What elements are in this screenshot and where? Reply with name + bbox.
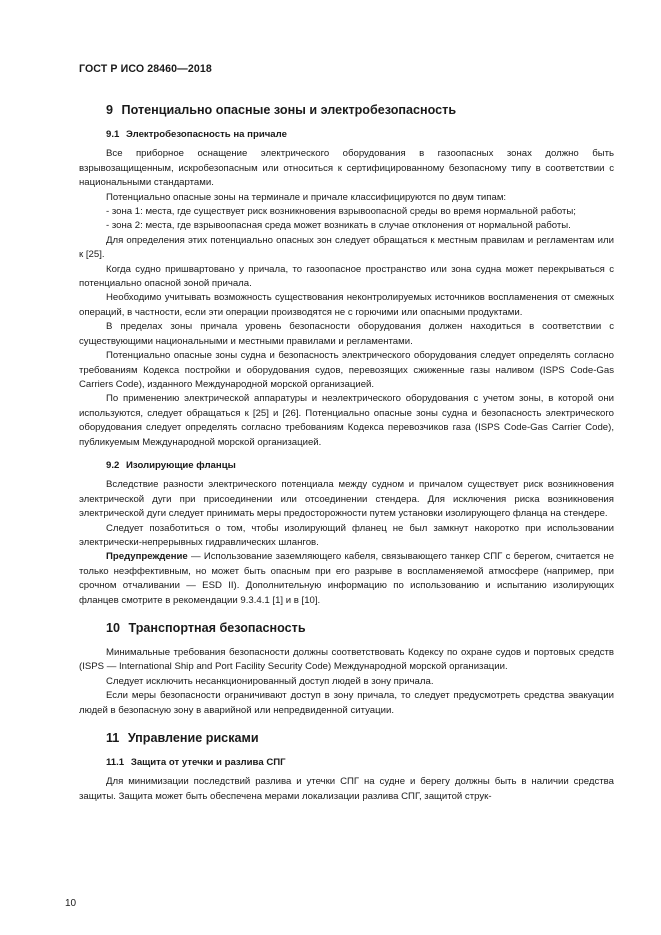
paragraph: Все приборное оснащение электрического оборудования в газоопасных зонах должно быть взрывозащищенным, искробезопасным или относиться к сертифицированному безопасному типу в соответствии с национальными стандартами. — [79, 148, 614, 189]
section-title: Транспортная безопасность — [128, 621, 306, 635]
section-number: 10 — [106, 621, 121, 635]
warning-label: Предупреждение — [106, 551, 188, 563]
paragraph: Для минимизации последствий разлива и утечки СПГ на судне и берегу должны быть в наличии средства защиты. Защита может быть обеспечена мерами локализации разлива СПГ, защитой струк- — [79, 776, 614, 802]
paragraph: В пределах зоны причала уровень безопасности оборудования должен находиться в соответствии с существующими национальными и местными правилами и регламентами. — [79, 321, 614, 347]
paragraph: Минимальные требования безопасности должны соответствовать Кодексу по охране судов и портовых средств (ISPS — International Ship and Port Facility Security Code) Международной морской организации. — [79, 647, 614, 673]
paragraph: Вследствие разности электрического потенциала между судном и причалом существует риск возникновения электрической дуги при присоединении или отсоединении стендера. Для исключения риска возникновения электрической дуги следует принимать меры предосторожности путем установки изолирующего фланца на стендере. — [79, 479, 614, 520]
section-number: 11 — [106, 731, 120, 746]
subsection-number: 9.1 — [106, 129, 120, 140]
warning-paragraph — [79, 550, 614, 608]
paragraph: Когда судно пришвартовано у причала, то газоопасное пространство или зона судна может перекрываться с потенциально опасной зоной причала. — [79, 263, 614, 290]
section-title: Управление рисками — [127, 731, 259, 746]
list-item: - зона 1: места, где существует риск возникновения взрывоопасной среды во время нормальной работы; — [106, 206, 576, 218]
subsection-number: 11.1 — [106, 757, 125, 769]
section-number: 9 — [106, 103, 114, 117]
subsection-title: Электробезопасность на причале — [126, 129, 287, 140]
document-body — [79, 90, 614, 804]
section-title: Потенциально опасные зоны и электробезопасность — [121, 103, 457, 117]
paragraph: Необходимо учитывать возможность существования неконтролируемых источников воспламенения от смежных операций, в частности, если эти операции производятся не с горючими или опасными продуктами. — [79, 292, 614, 318]
page-number: 10 — [65, 898, 77, 909]
paragraph: Потенциально опасные зоны на терминале и причале классифицируются по двум типам: — [106, 191, 507, 203]
warning-text: — Использование заземляющего кабеля, связывающего танкер СПГ с берегом, считается не только неэффективным, но может быть опасным при его разрыве в воспламеняемой атмосфере (например, при срочном отчаливании — ESD II). Дополнительную информацию по использованию и испытанию изолирующих фланцев смотрите в рекомендации 9.3.4.1 [1] и в [10]. — [79, 551, 614, 606]
document-header: ГОСТ Р ИСО 28460—2018 — [79, 63, 212, 75]
subsection-title: Защита от утечки и разлива СПГ — [130, 757, 286, 769]
section-9-heading — [79, 102, 614, 118]
subsection-9-2-heading — [79, 459, 614, 473]
subsection-11-1-heading — [79, 756, 614, 770]
paragraph: Если меры безопасности ограничивают доступ в зону причала, то следует предусмотреть средства эвакуации людей в безопасную зону в аварийной или непредвиденной ситуации. — [79, 690, 614, 716]
paragraph: Следует позаботиться о том, чтобы изолирующий фланец не был замкнут накоротко при использовании электрически-непрерывных гидравлических шлангов. — [79, 522, 614, 548]
paragraph: Следует исключить несанкционированный доступ людей в зону причала. — [106, 675, 434, 687]
subsection-title: Изолирующие фланцы — [126, 459, 236, 471]
paragraph: Для определения этих потенциально опасных зон следует обращаться к местным правилам и регламентам или к [25]. — [79, 234, 614, 261]
subsection-number: 9.2 — [106, 459, 120, 471]
paragraph: Потенциально опасные зоны судна и безопасность электрического оборудования следует определять согласно требованиям Кодекса постройки и оборудования судов, перевозящих сжиженные газы наливом (ISPS Code-Gas Carriers Code), изданного Международной морской организацией. — [79, 350, 614, 390]
subsection-9-1-heading — [79, 128, 614, 142]
section-10-heading — [79, 620, 614, 636]
section-11-heading — [79, 730, 614, 746]
paragraph: По применению электрической аппаратуры и неэлектрического оборудования с учетом зоны, в которой они используются, следует обращаться к [25] и [26]. Потенциально опасные зоны судна и безопасность электрического оборудования следует определять согласно требованиям Кодекса перевозчиков газа (ISPS Code-Gas Carrier Code), публикуемым Международной морской организацией. — [79, 393, 614, 448]
list-item: - зона 2: места, где взрывоопасная среда может возникать в случае отклонения от нормальной работы. — [106, 220, 571, 232]
